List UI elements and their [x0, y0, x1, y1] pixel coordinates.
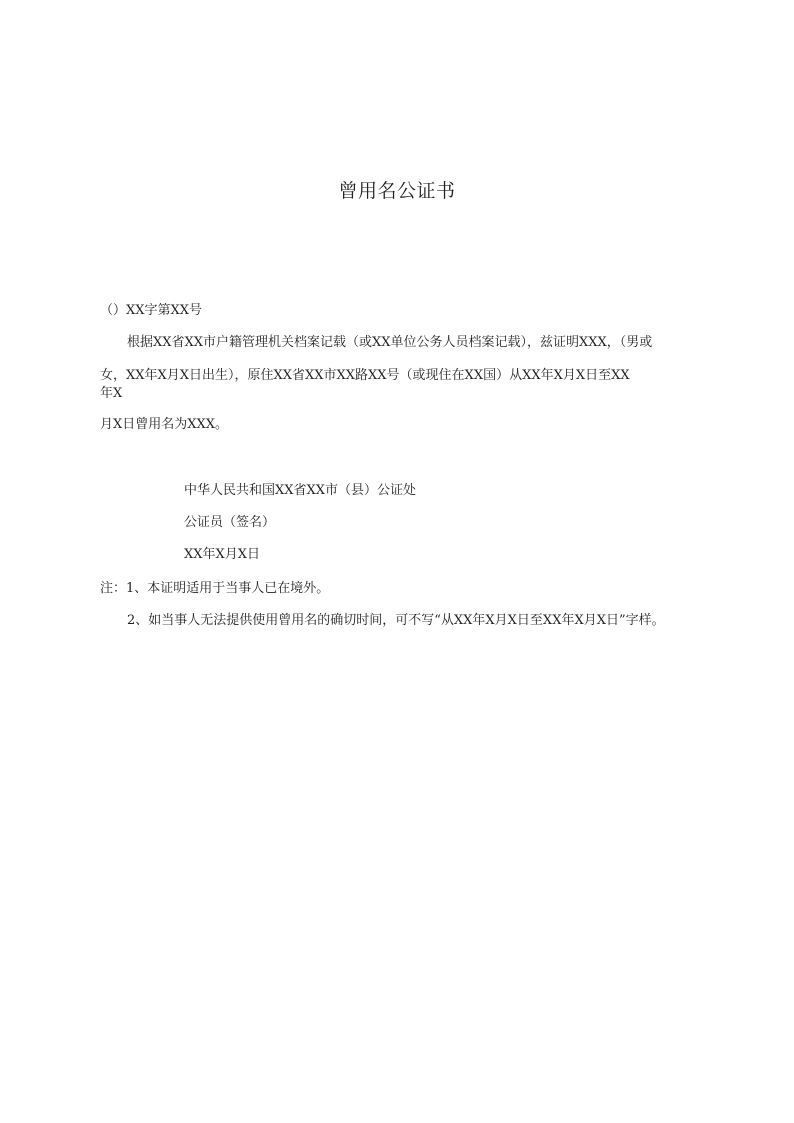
issue-date: XX年X月X日: [184, 547, 261, 562]
issuer-name: 中华人民共和国XX省XX市（县）公证处: [184, 483, 417, 498]
case-number: （）XX字第XX号: [100, 303, 203, 318]
note-1: 注：1、本证明适用于当事人已在境外。: [100, 581, 330, 596]
body-line-3: 月X日曾用名为XXX。: [100, 417, 229, 432]
body-line-2: 女，XX年X月X日出生），原住XX省XX市XX路XX号（或现住在XX国）从XX年X月X日至XX: [100, 368, 630, 383]
body-line-1: 根据XX省XX市户籍管理机关档案记载（或XX单位公务人员档案记载），兹证明XXX，（男或: [127, 335, 653, 350]
document-title: 曾用名公证书: [338, 180, 456, 202]
body-line-2-wrap: 年X: [100, 386, 123, 401]
notary-signature-line: 公证员（签名）: [184, 515, 276, 530]
note-2: 2、如当事人无法提供使用曾用名的确切时间，可不写“从XX年X月X日至XX年X月X日”字样。: [127, 613, 665, 628]
